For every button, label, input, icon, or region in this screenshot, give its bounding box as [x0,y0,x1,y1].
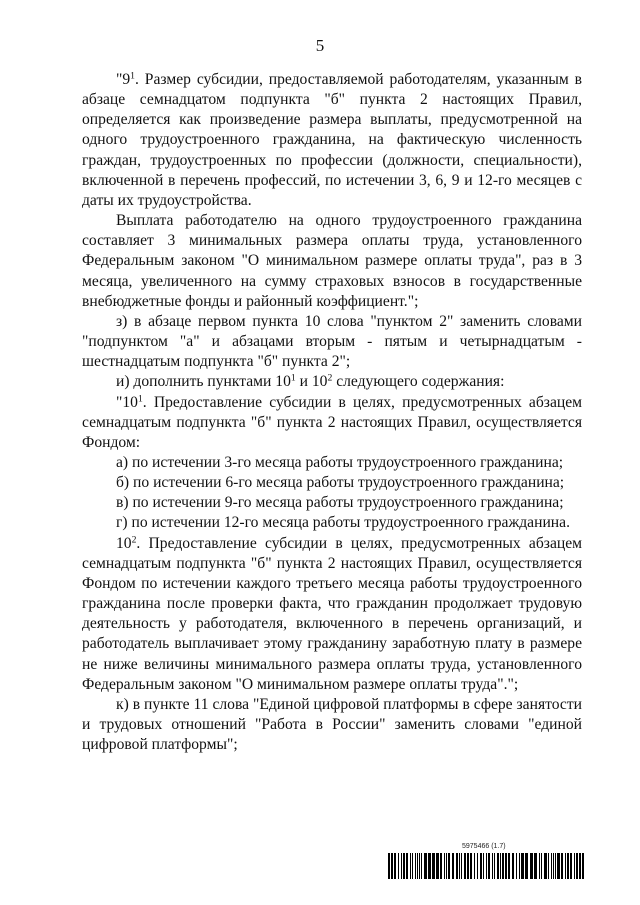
list-item-b: б) по истечении 6-го месяца работы трудоустроенного гражданина; [116,474,565,492]
paragraph-point-10-1: "$10^1$. Предоставление субсидии в целях, предусмотренных абзацем семнадцатым подпункта "б" пункта 2 настоящих Правил, осуществляется Фондом: [82,393,582,451]
page-number: 5 [315,36,325,55]
list-item-v: в) по истечении 9-го месяца работы трудоустроенного гражданина; [116,494,564,512]
document-body [82,70,582,755]
paragraph-payment-amount: Выплата работодателю на одного трудоустроенного гражданина составляет 3 минимальных размера оплаты труда, установленного Федеральным законом "О минимальном размере оплаты труда", раз в 3 месяца, увеличенного на сумму страховых взносов в государственные внебюджетные фонды и районный коэффициент."; [82,212,582,310]
paragraph-item-i: и) дополнить пунктами $10^1$ и $10^2$ следующего содержания: [116,373,505,391]
list-item-a: а) по истечении 3-го месяца работы трудоустроенного гражданина; [116,453,564,471]
barcode-icon [388,853,584,879]
paragraph-point-10-2: $10^2$. Предоставление субсидии в целях, предусмотренных абзацем семнадцатым подпункта "б" пункта 2 настоящих Правил, осуществляется Фондом по истечении каждого третьего месяца работы трудоустроенного гражданина после проверки факта, что гражданин продолжает трудовую деятельность у работодателя, включенного в перечень организаций, и работодатель выплачивает этому гражданину заработную плату в размере не ниже величины минимального размера оплаты труда, установленного Федеральным законом "О минимальном размере оплаты труда"."; [82,534,582,693]
barcode-block [388,843,584,879]
paragraph-item-z: з) в абзаце первом пункта 10 слова "пунктом 2" заменить словами "подпунктом "а" и абзацами вторым - пятым и четырнадцатым - шестнадцатым подпункта "б" пункта 2"; [82,312,582,371]
list-item-g: г) по истечении 12-го месяца работы трудоустроенного гражданина. [116,514,570,532]
paragraph-subsidy-size: "$9^1$. Размер субсидии, предоставляемой работодателям, указанным в абзаце семнадцатом подпункта "б" пункта 2 настоящих Правил, определяется как произведение размера выплаты, предусмотренной на одного трудоустроенного гражданина, на фактическую численность граждан, трудоустроенных по профессии (должности, специальности), включенной в перечень профессий, по истечении 3, 6, 9 и 12-го месяцев с даты их трудоустройства. [82,70,582,209]
paragraph-item-k: к) в пункте 11 слова "Единой цифровой платформы в сфере занятости и трудовых отношений "Работа в России" заменить словами "единой цифровой платформы"; [82,695,582,754]
barcode-label: 5975466 (1.7) [462,843,506,850]
